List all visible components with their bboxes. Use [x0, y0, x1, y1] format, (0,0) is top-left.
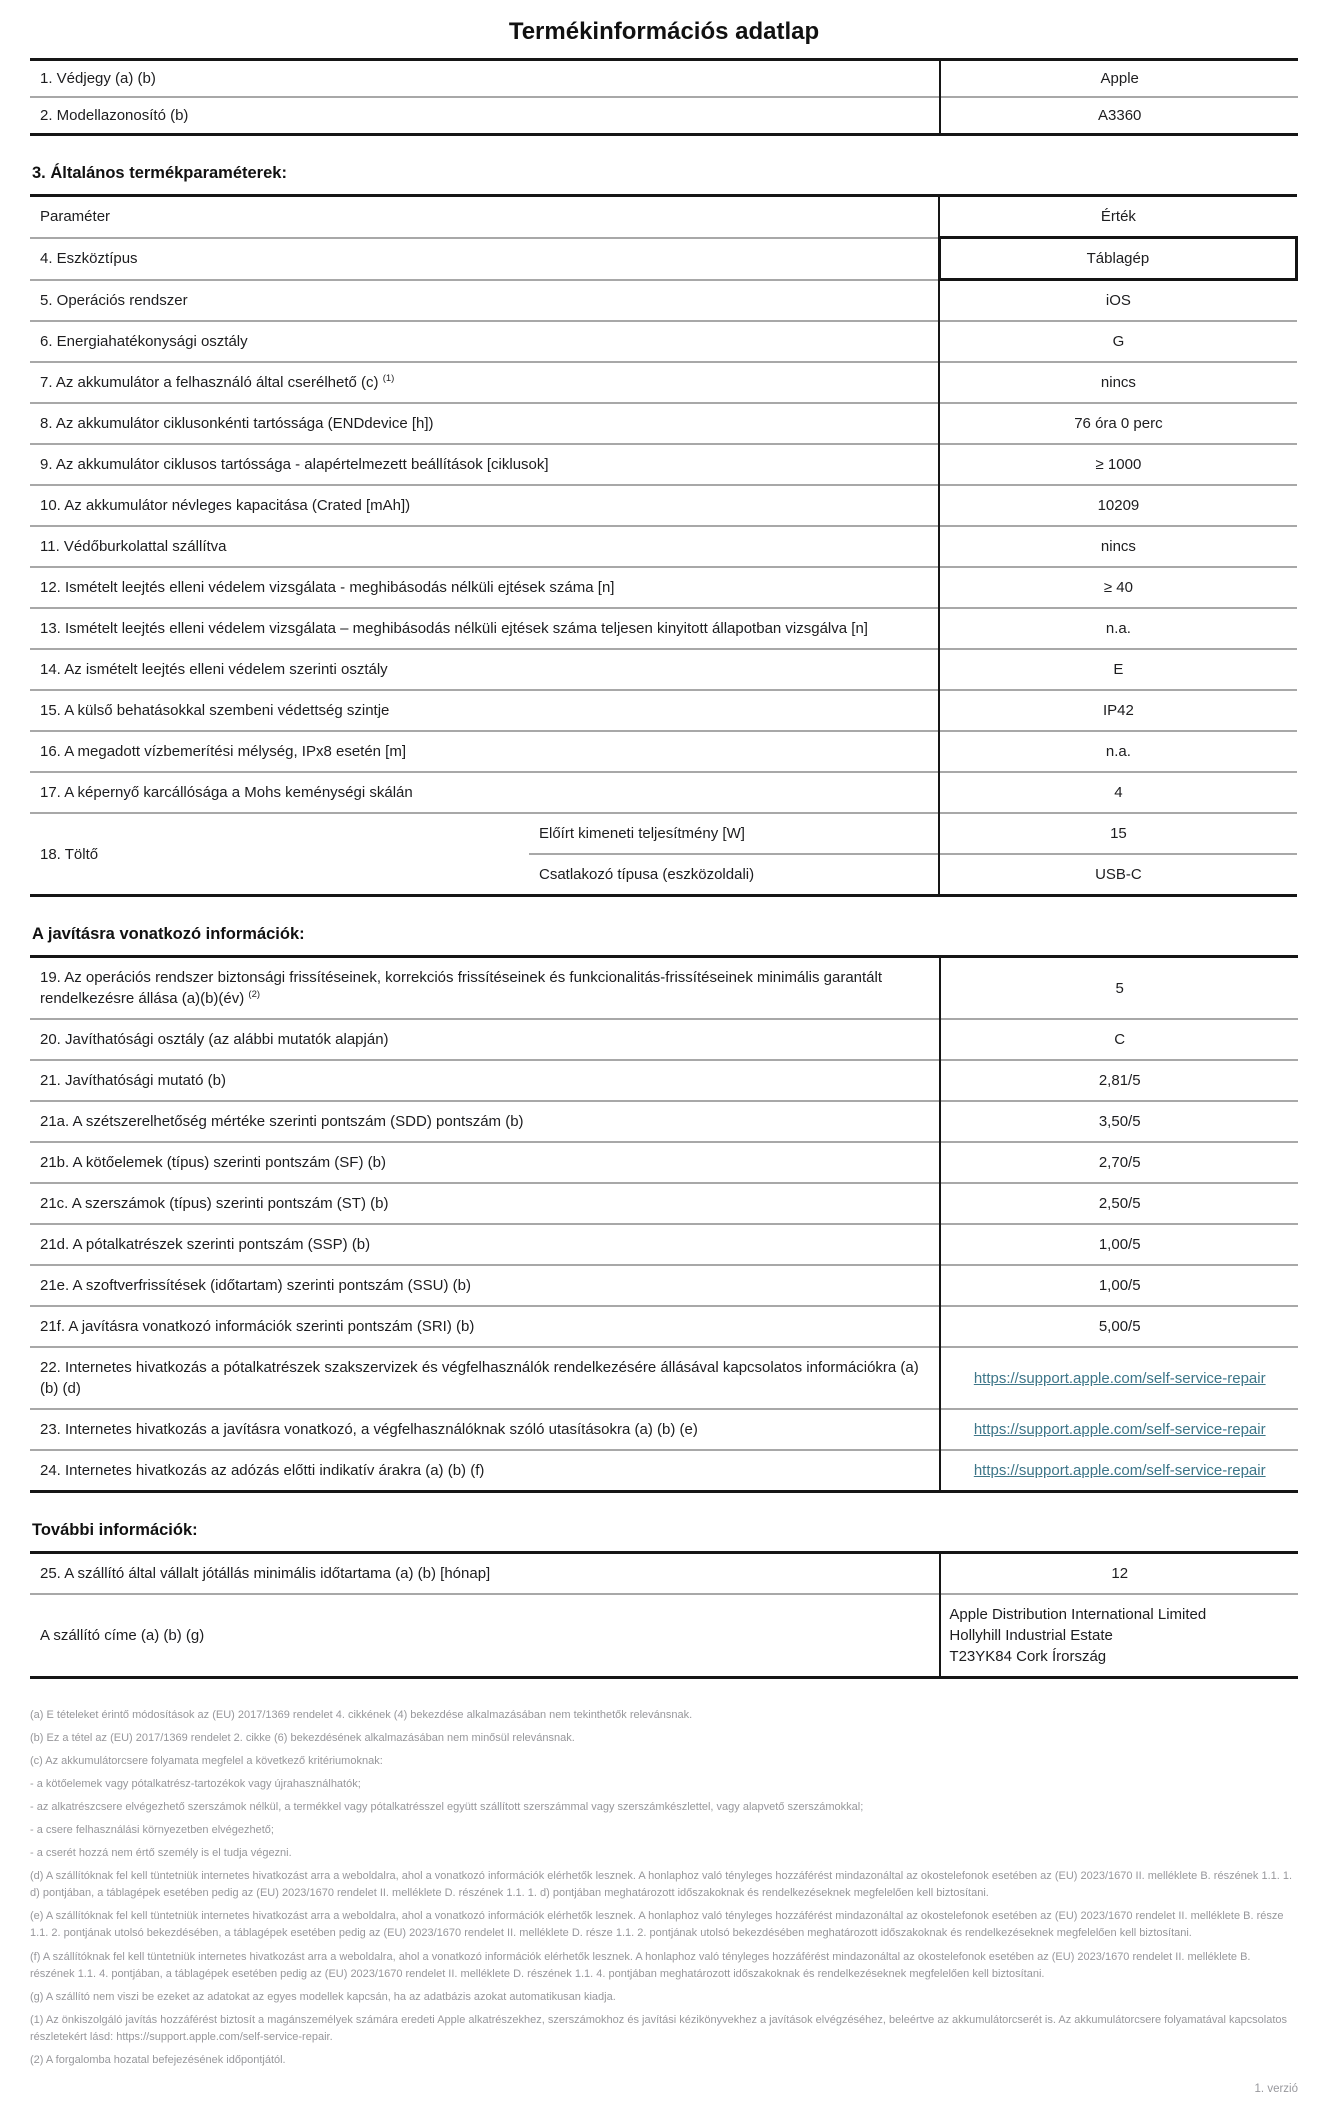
charger-subparam: Csatlakozó típusa (eszközoldali)	[529, 854, 939, 896]
table-row	[30, 957, 1298, 1020]
param-label: 16. A megadott vízbemerítési mélység, IPx8 esetén [m]	[30, 731, 939, 772]
supplier-address-line: Hollyhill Industrial Estate	[949, 1627, 1113, 1644]
footnote-e: (e) A szállítóknak fel kell tüntetniük internetes hivatkozást arra a weboldalra, ahol a vonatkozó információk elérhetők lesznek. A honlaphoz való tényleges hozzáférést mindazonáltal az okostelefonok esetében az (EU) 2023/1670 rendelet II. melléklete B. része 1.1. 2. pontjának utolsó bekezdésében, a táblagépek esetében pedig az (EU) 2023/1670 rendelet II. melléklete D. része 1.1. 2. pontjának utolsó bekezdésében meghatározott időszakoknak és rendelkezéseknek megfelelően kell biztosítani.	[30, 1910, 1284, 1940]
param-value: 1,00/5	[940, 1265, 1298, 1306]
param-label: 21f. A javításra vonatkozó információk szerinti pontszám (SRI) (b)	[30, 1306, 940, 1347]
table-row	[30, 608, 1297, 649]
footnote-1: (1) Az önkiszolgáló javítás hozzáférést biztosít a magánszemélyek számára eredeti Apple alkatrészekhez, szerszámokhoz és javítási kézikönyvekhez a javítások elvégzéséhez, beleértve az akkumulátorcserét is. Az akkumulátorcsere folyamatával kapcsolatos részletekért lásd: https://support.apple.com/self-service-repair.	[30, 2013, 1288, 2043]
footnote-a: (a) E tételeket érintő módosítások az (EU) 2017/1369 rendelet 4. cikkének (4) bekezdése alkalmazásában nem tekinthetők relevánsnak.	[30, 1709, 693, 1721]
footnote-c-item: - a kötőelemek vagy pótalkatrész-tartozékok vagy újrahasználhatók;	[30, 1778, 361, 1791]
param-value: nincs	[939, 526, 1296, 567]
param-value	[940, 1409, 1298, 1450]
param-label: 21e. A szoftverfrissítések (időtartam) szerinti pontszám (SSU) (b)	[30, 1265, 940, 1306]
table-row	[30, 1553, 1298, 1595]
charger-subvalue: 15	[939, 813, 1296, 854]
self-service-repair-link[interactable]: https://support.apple.com/self-service-repair	[973, 1369, 1266, 1387]
param-label: 21. Javíthatósági mutató (b)	[30, 1060, 940, 1101]
charger-row	[30, 813, 1297, 854]
footnote-d: (d) A szállítóknak fel kell tüntetniük internetes hivatkozást arra a weboldalra, ahol a vonatkozó információk elérhetők lesznek. A honlaphoz való tényleges hozzáférést mindazonáltal az okostelefonok esetében az (EU) 2023/1670 II. melléklete B. részének 1.1. 1. d) pontjában, a táblagépek esetében pedig az (EU) 2023/1670 rendelet II. melléklete D. részének 1.1. 1. d) pontjában meghatározott időszakoknak és rendelkezéseknek megfelelően kell biztosítani.	[30, 1870, 1293, 1900]
param-label: 24. Internetes hivatkozás az adózás előtti indikatív árakra (a) (b) (f)	[30, 1450, 940, 1492]
table-row	[30, 1306, 1298, 1347]
general-parameters-table	[30, 194, 1298, 897]
table-row	[30, 1409, 1298, 1450]
version-label: 1. verzió	[1254, 2082, 1298, 2095]
table-row	[30, 60, 1298, 98]
table-row	[30, 1594, 1298, 1678]
warranty-label: 25. A szállító által vállalt jótállás minimális időtartama (a) (b) [hónap]	[40, 1565, 491, 1582]
param-value: iOS	[939, 280, 1296, 322]
param-label: 9. Az akkumulátor ciklusos tartóssága - alapértelmezett beállítások [ciklusok]	[30, 444, 939, 485]
footnote-g: (g) A szállító nem viszi be ezeket az adatokat az egyes modellek kapcsán, ha az adatbázis azokat automatikusan kiadja.	[30, 1990, 616, 2003]
param-value: nincs	[939, 362, 1296, 403]
footnote-2: (2) A forgalomba hozatal befejezésének időpontjától.	[30, 2053, 286, 2066]
warranty-value: 12	[940, 1553, 1298, 1595]
param-label: 13. Ismételt leejtés elleni védelem vizsgálata – meghibásodás nélküli ejtések száma teljesen kinyitott állapotban vizsgálva [n]	[30, 608, 939, 649]
table-row	[30, 238, 1297, 280]
section-heading-additional: További információk:	[32, 1521, 198, 1539]
table-row	[30, 1019, 1298, 1060]
param-value: 2,50/5	[940, 1183, 1298, 1224]
param-label: 4. Eszköztípus	[30, 238, 939, 280]
table-row	[30, 444, 1297, 485]
table-row	[30, 649, 1297, 690]
param-label: 21b. A kötőelemek (típus) szerinti pontszám (SF) (b)	[30, 1142, 940, 1183]
supplier-address-line: Apple Distribution International Limited	[949, 1606, 1207, 1623]
table-row	[30, 403, 1297, 444]
param-value	[940, 1450, 1298, 1492]
model-id-label: 2. Modellazonosító (b)	[30, 97, 940, 135]
footnote-c-item: - a cserét hozzá nem értő személy is el tudja végezni.	[30, 1847, 292, 1860]
param-label: 21c. A szerszámok (típus) szerinti pontszám (ST) (b)	[30, 1183, 940, 1224]
section-heading-repair: A javításra vonatkozó információk:	[32, 925, 305, 943]
supplier-address-value	[940, 1594, 1298, 1678]
model-id-value: A3360	[940, 97, 1298, 135]
param-value: n.a.	[939, 731, 1296, 772]
column-header-parameter: Paraméter	[40, 208, 111, 226]
footnote-c-item: - az alkatrészcsere elvégezhető szerszámok nélkül, a termékkel vagy pótalkatrésszel együtt szállított szerszámmal vagy szerszámkészlettel, vagy alapvető szerszámokkal;	[30, 1801, 864, 1814]
param-label: 23. Internetes hivatkozás a javításra vonatkozó, a végfelhasználóknak szóló utasításokra (a) (b) (e)	[30, 1409, 940, 1450]
footnote-c: (c) Az akkumulátorcsere folyamata megfelel a következő kritériumoknak:	[30, 1755, 383, 1768]
param-label: 20. Javíthatósági osztály (az alábbi mutatók alapján)	[30, 1019, 940, 1060]
param-value: 5	[940, 957, 1298, 1020]
param-value: 2,70/5	[940, 1142, 1298, 1183]
supplier-address-label: A szállító címe (a) (b) (g)	[30, 1594, 940, 1678]
page-title: Termékinformációs adatlap	[508, 18, 820, 45]
param-value: 76 óra 0 perc	[939, 403, 1296, 444]
param-label: 15. A külső behatásokkal szembeni védettség szintje	[30, 690, 939, 731]
table-row	[30, 690, 1297, 731]
table-row	[30, 362, 1297, 403]
param-value: 2,81/5	[940, 1060, 1298, 1101]
param-label: 12. Ismételt leejtés elleni védelem vizsgálata - meghibásodás nélküli ejtések száma [n]	[30, 567, 939, 608]
param-value: IP42	[939, 690, 1296, 731]
param-value: ≥ 40	[939, 567, 1296, 608]
footnote-ref-2: (2)	[248, 989, 261, 1000]
param-label: 7. Az akkumulátor a felhasználó által cserélhető (c) $^{(1)}$	[30, 362, 939, 403]
table-row	[30, 1101, 1298, 1142]
table-row	[30, 97, 1298, 135]
trademark-value: Apple	[940, 60, 1298, 98]
table-row	[30, 772, 1297, 813]
additional-info-table	[30, 1551, 1298, 1679]
footnote-c-item: - a csere felhasználási környezetben elvégezhető;	[30, 1824, 274, 1837]
footnotes-block	[30, 1707, 1298, 2069]
charger-subparam: Előírt kimeneti teljesítmény [W]	[529, 813, 939, 854]
table-header-row	[30, 196, 1297, 238]
table-row	[30, 1450, 1298, 1492]
param-value: 5,00/5	[940, 1306, 1298, 1347]
footnote-ref-1: (1)	[382, 373, 395, 384]
param-value: 4	[939, 772, 1296, 813]
column-header-value: Érték	[939, 196, 1296, 238]
param-value: Táblagép	[939, 238, 1296, 280]
table-row	[30, 1183, 1298, 1224]
param-label: 10. Az akkumulátor névleges kapacitása (Crated [mAh])	[30, 485, 939, 526]
table-row	[30, 280, 1297, 322]
trademark-label: 1. Védjegy (a) (b)	[40, 70, 156, 87]
param-label: 21a. A szétszerelhetőség mértéke szerinti pontszám (SDD) pontszám (b)	[30, 1101, 940, 1142]
param-value: 1,00/5	[940, 1224, 1298, 1265]
param-value: ≥ 1000	[939, 444, 1296, 485]
table-row	[30, 1224, 1298, 1265]
table-row	[30, 731, 1297, 772]
table-row	[30, 1265, 1298, 1306]
param-value	[940, 1347, 1298, 1409]
param-value: G	[939, 321, 1296, 362]
footnote-f: (f) A szállítóknak fel kell tüntetniük internetes hivatkozást arra a weboldalra, ahol a vonatkozó információk elérhetők lesznek. A honlaphoz való tényleges hozzáférést mindazonáltal az okostelefonok esetében az (EU) 2023/1670 rendelet II. melléklete B. részének 1.1. 4. pontjában, a táblagépek esetében pedig az (EU) 2023/1670 rendelet II. melléklete D. részének 1.1. 4. pontjában meghatározott időszakoknak és rendelkezéseknek megfelelően kell biztosítani.	[30, 1950, 1251, 1980]
table-row	[30, 485, 1297, 526]
param-value: C	[940, 1019, 1298, 1060]
table-row	[30, 1142, 1298, 1183]
param-label: 11. Védőburkolattal szállítva	[30, 526, 939, 567]
table-row	[30, 321, 1297, 362]
table-row	[30, 1347, 1298, 1409]
table-row	[30, 1060, 1298, 1101]
charger-label: 18. Töltő	[30, 813, 529, 896]
param-value: 3,50/5	[940, 1101, 1298, 1142]
param-label: 8. Az akkumulátor ciklusonkénti tartóssága (ENDdevice [h])	[30, 403, 939, 444]
param-value: E	[939, 649, 1296, 690]
section-heading-general: 3. Általános termékparaméterek:	[32, 164, 287, 182]
param-label: 5. Operációs rendszer	[30, 280, 939, 322]
table-row	[30, 526, 1297, 567]
footnote-b: (b) Ez a tétel az (EU) 2017/1369 rendelet 2. cikke (6) bekezdésének alkalmazásában nem minősül relevánsnak.	[30, 1732, 575, 1745]
supplier-address-line: T23YK84 Cork Írország	[949, 1648, 1107, 1665]
param-value: 10209	[939, 485, 1296, 526]
param-value: n.a.	[939, 608, 1296, 649]
table-row	[30, 567, 1297, 608]
param-label: 14. Az ismételt leejtés elleni védelem szerinti osztály	[30, 649, 939, 690]
param-label: 17. A képernyő karcállósága a Mohs keménységi skálán	[30, 772, 939, 813]
param-label: 22. Internetes hivatkozás a pótalkatrészek szakszervizek és végfelhasználók rendelkezésére állásával kapcsolatos információkra (a) (b) (d)	[30, 1347, 940, 1409]
identity-table	[30, 58, 1298, 136]
charger-subvalue: USB-C	[939, 854, 1296, 896]
self-service-repair-link[interactable]: https://support.apple.com/self-service-repair	[973, 1462, 1266, 1479]
param-label: 6. Energiahatékonysági osztály	[30, 321, 939, 362]
self-service-repair-link[interactable]: https://support.apple.com/self-service-repair	[973, 1421, 1266, 1438]
param-label: 21d. A pótalkatrészek szerinti pontszám (SSP) (b)	[30, 1224, 940, 1265]
repair-info-table	[30, 955, 1298, 1493]
param-label: 19. Az operációs rendszer biztonsági frissítéseinek, korrekciós frissítéseinek és funkcionalitás-frissítéseinek minimális garantált rendelkezésre állása (a)(b)(év) $^{(2)}$	[40, 969, 883, 1007]
